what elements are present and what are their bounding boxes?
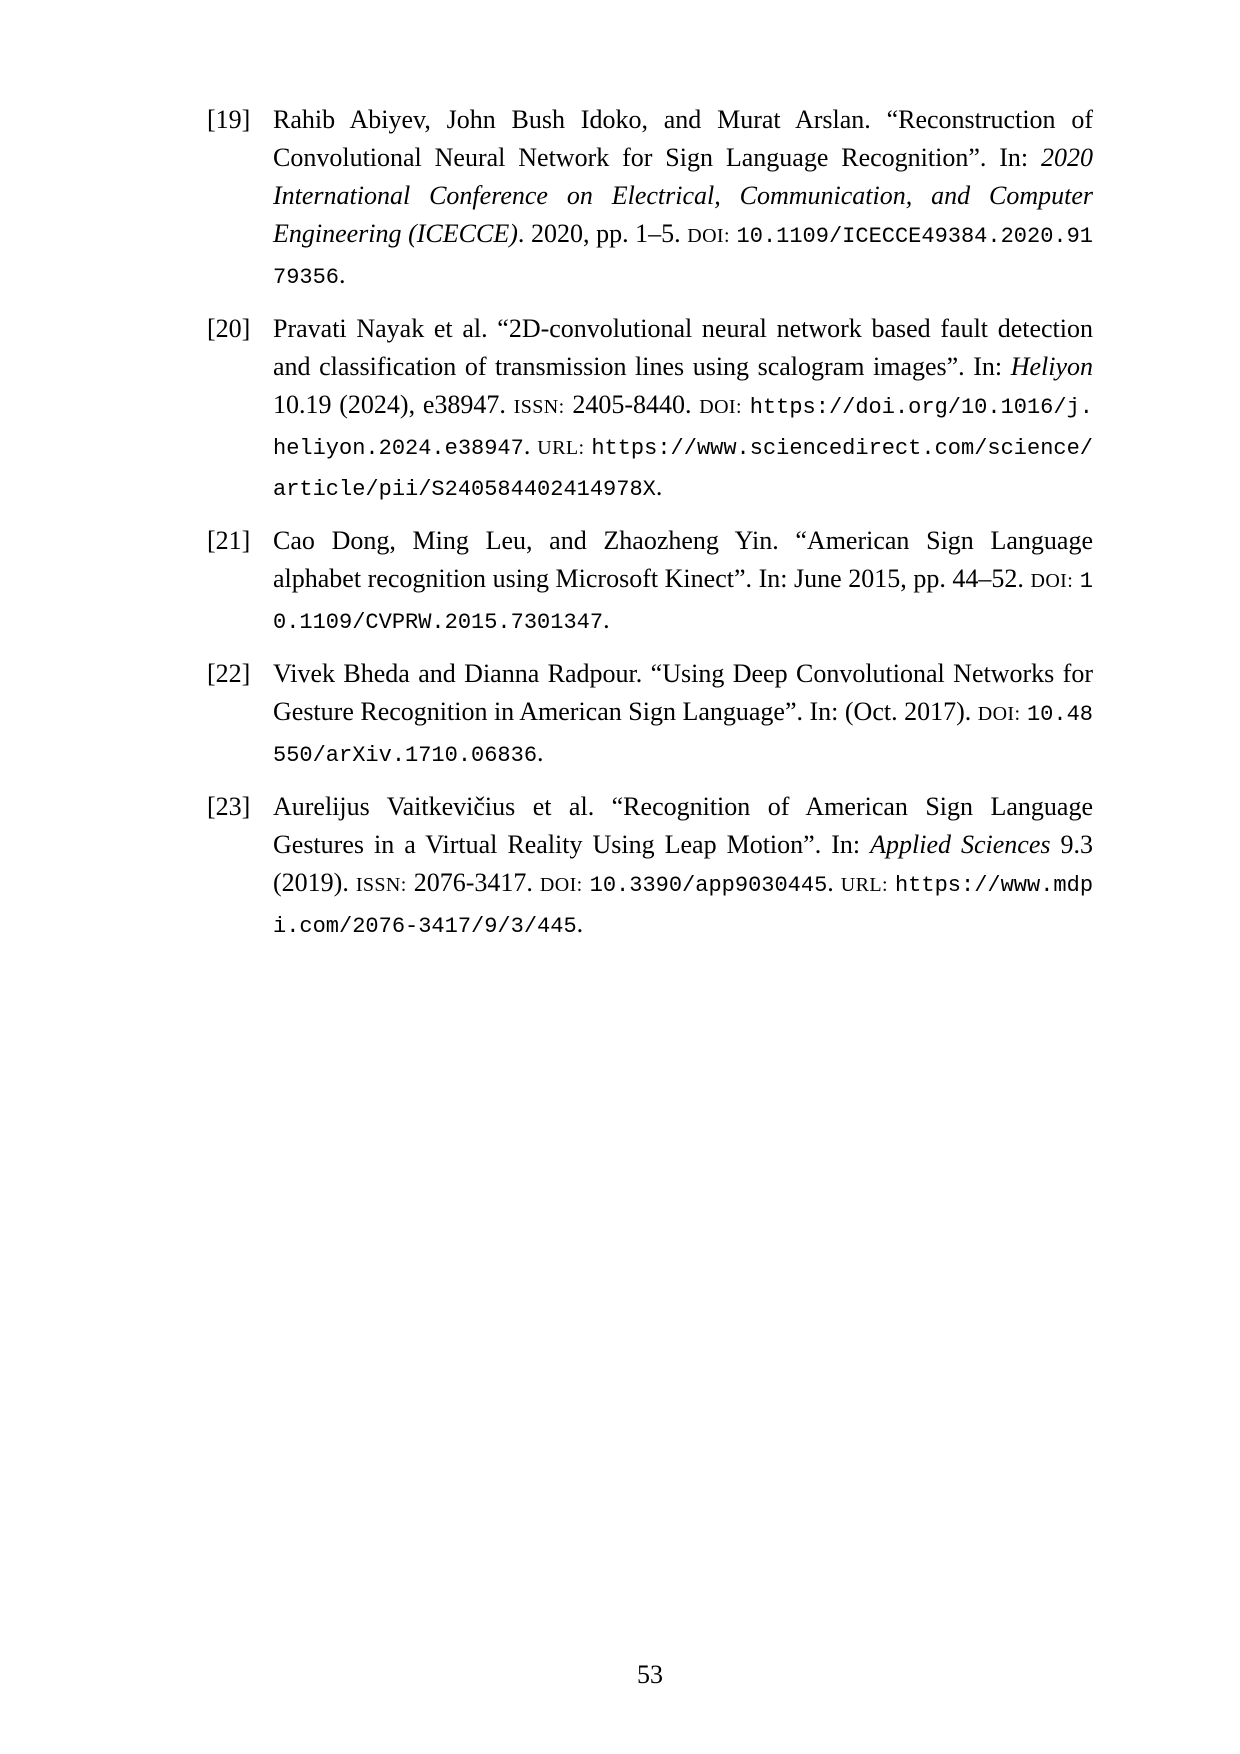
reference-text-segment: DOI:: [539, 874, 583, 896]
reference-text-segment: URL:: [840, 874, 888, 896]
reference-text-segment: .: [603, 605, 610, 634]
reference-text: [273, 526, 1093, 634]
reference-text-segment: . 2020, pp. 1–5.: [517, 219, 688, 248]
url-link[interactable]: https://doi.org/10.1016/j.heliyon.2024.e38947: [273, 395, 1093, 461]
doi-link[interactable]: 10.1109/CVPRW.2015.7301347: [273, 569, 1093, 635]
reference-text-segment: .: [537, 738, 544, 767]
reference-text-segment: ISSN:: [355, 874, 407, 896]
reference-text-segment: .: [523, 431, 538, 460]
reference-item: [207, 788, 1093, 946]
reference-text: [273, 105, 1093, 289]
reference-text-segment: 10.19 (2024), e38947.: [273, 390, 514, 419]
doi-link[interactable]: 10.1109/ICECCE49384.2020.9179356: [273, 224, 1094, 290]
doi-link[interactable]: 10.48550/arXiv.1710.06836: [273, 702, 1093, 768]
doi-link[interactable]: 10.3390/app9030445: [589, 873, 828, 898]
reference-item: [207, 522, 1093, 642]
reference-text-segment: [742, 390, 750, 419]
reference-text-segment: 9.3 (2019).: [273, 830, 1094, 897]
reference-text-segment: [1073, 564, 1080, 593]
url-link[interactable]: https://www.mdpi.com/2076-3417/9/3/445: [273, 873, 1094, 939]
reference-item: [207, 310, 1093, 509]
reference-item: [207, 655, 1093, 775]
url-link[interactable]: https://www.sciencedirect.com/science/article/pii/S240584402414978X: [273, 436, 1094, 502]
reference-text-segment: 2076-3417.: [406, 868, 540, 897]
reference-text-segment: [730, 219, 737, 248]
reference-text: [273, 792, 1093, 938]
reference-text-segment: Pravati Nayak et al. “2D-convolutional neural network based fault detection and classification of transmission lines using scalogram images”. In:: [273, 314, 1093, 381]
reference-text-segment: Vivek Bheda and Dianna Radpour. “Using Deep Convolutional Networks for Gesture Recognition in American Sign Language”. In: (Oct. 2017).: [273, 659, 1093, 726]
reference-label: [23]: [207, 792, 251, 821]
reference-text-segment: [583, 868, 590, 897]
reference-text-segment: DOI:: [977, 703, 1021, 725]
reference-text-segment: ISSN:: [513, 396, 565, 418]
reference-text-segment: DOI:: [1030, 570, 1074, 592]
reference-text-segment: Applied Sciences: [870, 830, 1051, 859]
reference-text: [273, 659, 1093, 767]
reference-text-segment: Heliyon: [1010, 352, 1093, 381]
reference-text-segment: .: [339, 260, 346, 289]
reference-text-segment: [888, 868, 895, 897]
reference-text-segment: 2405-8440.: [564, 390, 700, 419]
reference-list: [207, 101, 1093, 959]
reference-text-segment: 2020 International Conference on Electrical, Communication, and Computer Engineering (ICECCE): [273, 143, 1093, 248]
reference-text-segment: DOI:: [699, 396, 742, 418]
reference-item: [207, 101, 1093, 297]
reference-label: [21]: [207, 526, 251, 555]
reference-text-segment: .: [576, 909, 584, 938]
reference-text-segment: Aurelijus Vaitkevičius et al. “Recognition of American Sign Language Gestures in a Virtual Reality Using Leap Motion”. In:: [273, 792, 1093, 859]
reference-text: [273, 314, 1093, 501]
reference-label: [20]: [207, 314, 251, 343]
reference-label: [19]: [207, 105, 251, 134]
page-number: 53: [637, 1660, 663, 1689]
reference-text-segment: .: [655, 472, 663, 501]
reference-text-segment: DOI:: [687, 225, 730, 247]
reference-label: [22]: [207, 659, 251, 688]
reference-text-segment: .: [827, 868, 841, 897]
reference-text-segment: Cao Dong, Ming Leu, and Zhaozheng Yin. “American Sign Language alphabet recognition using Microsoft Kinect”. In: June 2015, pp. 44–52.: [273, 526, 1093, 593]
reference-text-segment: URL:: [537, 437, 585, 459]
reference-text-segment: Rahib Abiyev, John Bush Idoko, and Murat Arslan. “Reconstruction of Convolutional Neural Network for Sign Language Recognition”. In:: [273, 105, 1093, 172]
